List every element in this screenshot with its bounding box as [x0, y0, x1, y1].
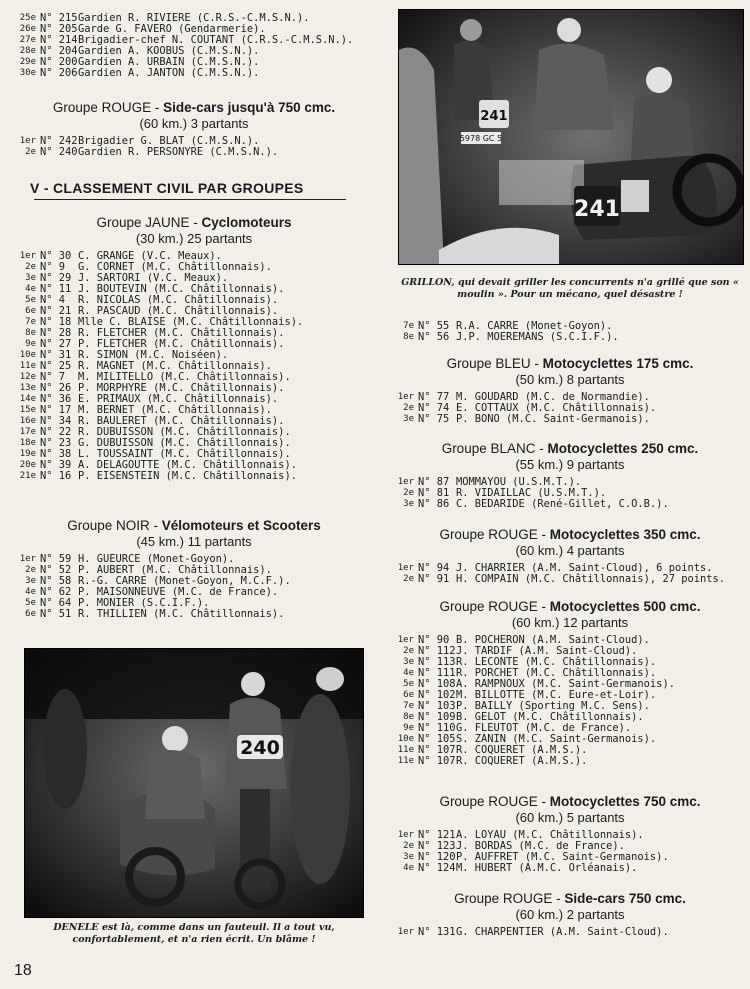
result-name: Gardien A. KOOBUS (C.M.S.N.).: [78, 45, 260, 57]
result-number: N° 215: [40, 12, 78, 24]
result-rank: 6e: [25, 306, 36, 316]
result-rank: 3e: [25, 273, 36, 283]
result-rank: 20e: [19, 460, 36, 470]
result-number: N° 206: [40, 67, 78, 79]
photo-caption: DENELE est là, comme dans un fauteuil. Il a tout vu, confortablement, et n'a rien écrit. Un blâme !: [53, 922, 335, 945]
result-number: N° 102: [418, 689, 456, 701]
result-number: N° 18: [40, 316, 72, 328]
result-name: G. DUBUISSON (M.C. Châtillonnais).: [78, 437, 291, 449]
result-row: [18, 68, 370, 79]
plate-number-side: 241: [574, 197, 620, 222]
result-number: N° 17: [40, 404, 72, 416]
result-name: J. CHARRIER (A.M. Saint-Cloud), 6 points.: [456, 562, 713, 574]
result-name: G. FLEUTOT (M.C. de France).: [456, 722, 632, 734]
result-name: J. BORDAS (M.C. de France).: [456, 840, 625, 852]
result-name: R. FLETCHER (M.C. Châtillonnais).: [78, 327, 285, 339]
result-rank: 1er: [397, 392, 414, 402]
result-rank: 21e: [19, 471, 36, 481]
result-name: R. PORCHET (M.C. Châtillonnais).: [456, 667, 657, 679]
result-name: P. EISENSTEIN (M.C. Châtillonnais).: [78, 470, 297, 482]
result-rank: 6e: [25, 609, 36, 619]
result-rank: 1er: [397, 635, 414, 645]
result-name: E. COTTAUX (M.C. Châtillonnais).: [456, 402, 657, 414]
result-number: N° 30: [40, 250, 72, 262]
result-number: N° 11: [40, 283, 72, 295]
result-rank: 7e: [403, 701, 414, 711]
result-row: [18, 147, 370, 158]
result-rank: 27e: [19, 35, 36, 45]
photo-sidecar-240-image: [25, 649, 363, 917]
result-name: R. SIMON (M.C. Noiséen).: [78, 349, 229, 361]
result-number: N° 87: [418, 476, 450, 488]
group-title: Groupe ROUGE - Motocyclettes 500 cmc.: [439, 599, 701, 614]
result-name: M. BILLOTTE (M.C. Eure-et-Loir).: [456, 689, 657, 701]
group-title: Groupe NOIR - Vélomoteurs et Scooters: [67, 518, 321, 533]
results-list-police-cont: [18, 13, 370, 79]
result-name: R. BAULERET (M.C. Châtillonnais).: [78, 415, 285, 427]
result-name: B. POCHERON (A.M. Saint-Cloud).: [456, 634, 650, 646]
result-number: N° 64: [40, 597, 72, 609]
group-title: Groupe ROUGE - Side-cars 750 cmc.: [454, 891, 686, 906]
results-list: [396, 392, 744, 425]
group-subtitle: (60 km.) 2 partants: [515, 907, 625, 922]
result-rank: 1er: [397, 927, 414, 937]
result-name: MOMMAYOU (U.S.M.T.).: [456, 476, 582, 488]
result-row: [396, 756, 744, 767]
result-rank: 2e: [403, 574, 414, 584]
result-rank: 16e: [19, 416, 36, 426]
group-subtitle: (60 km.) 4 partants: [515, 543, 625, 558]
result-rank: 1er: [397, 830, 414, 840]
result-rank: 2e: [25, 565, 36, 575]
result-number: N° 200: [40, 56, 78, 68]
result-number: N° 110: [418, 722, 456, 734]
result-number: N° 25: [40, 360, 72, 372]
result-name: P. AUFFRET (M.C. Saint-Germanois).: [456, 851, 669, 863]
results-list: [396, 563, 744, 585]
result-number: N° 38: [40, 448, 72, 460]
group-subtitle: (55 km.) 9 partants: [515, 457, 625, 472]
group-title: Groupe BLEU - Motocyclettes 175 cmc.: [446, 356, 694, 371]
result-number: N° 51: [40, 608, 72, 620]
result-rank: 25e: [19, 13, 36, 23]
result-name: M. BERNET (M.C. Châtillonnais).: [78, 404, 272, 416]
result-name: Gardien A. JANTON (C.M.S.N.).: [78, 67, 260, 79]
result-rank: 11e: [397, 745, 414, 755]
group-rouge-500: [396, 599, 744, 767]
result-rank: 13e: [19, 383, 36, 393]
results-list: [396, 927, 744, 938]
result-name: R. COQUERET (A.M.S.).: [456, 755, 588, 767]
result-number: N° 121: [418, 829, 456, 841]
result-row: [396, 863, 744, 874]
result-number: N° 9: [40, 261, 66, 273]
group-rouge-sidecars-police: [18, 100, 370, 158]
result-name: L. TOUSSAINT (M.C. Châtillonnais).: [78, 448, 291, 460]
plate-number-rear: 241: [480, 109, 508, 124]
group-rouge-750: [396, 794, 744, 874]
result-number: N° 131: [418, 926, 456, 938]
group-rouge-sidecars: [396, 891, 744, 938]
result-row: [396, 414, 744, 425]
result-rank: 3e: [403, 657, 414, 667]
registration-plate: 5978 GC 5: [459, 134, 503, 143]
result-rank: 4e: [403, 668, 414, 678]
result-number: N° 34: [40, 415, 72, 427]
result-name: C. BEDARIDE (René-Gillet, C.O.B.).: [456, 498, 669, 510]
group-subtitle: (50 km.) 8 partants: [515, 372, 625, 387]
result-name: J. SARTORI (V.C. Meaux).: [78, 272, 229, 284]
result-name: H. GUEURCE (Monet-Goyon).: [78, 553, 235, 565]
result-name: P. MONIER (S.C.I.F.).: [78, 597, 210, 609]
photo-sidecar-240: [24, 648, 364, 918]
result-number: N° 62: [40, 586, 72, 598]
result-number: N° 28: [40, 327, 72, 339]
result-row: [396, 332, 744, 343]
result-rank: 8e: [25, 328, 36, 338]
result-number: N° 27: [40, 338, 72, 350]
result-name: J. TARDIF (A.M. Saint-Cloud).: [456, 645, 638, 657]
result-rank: 1er: [397, 563, 414, 573]
result-number: N° 81: [418, 487, 450, 499]
result-number: N° 7: [40, 371, 66, 383]
result-number: N° 52: [40, 564, 72, 576]
result-name: Brigadier-chef N. COUTANT (C.R.S.-C.M.S.N.).: [78, 34, 354, 46]
result-rank: 2e: [403, 841, 414, 851]
result-name: A. DELAGOUTTE (M.C. Châtillonnais).: [78, 459, 297, 471]
result-number: N° 124: [418, 862, 456, 874]
result-number: N° 29: [40, 272, 72, 284]
result-name: A. LOYAU (M.C. Châtillonnais).: [456, 829, 644, 841]
result-row: [18, 609, 370, 620]
result-rank: 14e: [19, 394, 36, 404]
group-subtitle: (60 km.) 12 partants: [511, 615, 629, 630]
result-name: R. MAGNET (M.C. Châtillonnais).: [78, 360, 272, 372]
result-name: P. MORPHYRE (M.C. Châtillonnais).: [78, 382, 285, 394]
results-list-noir-cont: [396, 321, 744, 343]
result-rank: 8e: [403, 712, 414, 722]
result-name: P. BONO (M.C. Saint-Germanois).: [456, 413, 650, 425]
plate-number: 240: [240, 737, 280, 759]
result-number: N° 31: [40, 349, 72, 361]
result-number: N° 86: [418, 498, 450, 510]
result-name: M. HUBERT (A.M.C. Orléanais).: [456, 862, 638, 874]
result-name: R.A. CARRE (Monet-Goyon).: [456, 320, 613, 332]
group-title: Groupe ROUGE - Motocyclettes 350 cmc.: [439, 527, 701, 542]
result-row: [396, 927, 744, 938]
result-number: N° 94: [418, 562, 450, 574]
section-rule: [34, 199, 346, 200]
result-rank: 1er: [19, 554, 36, 564]
group-rouge-350: [396, 527, 744, 585]
result-rank: 9e: [25, 339, 36, 349]
result-rank: 7e: [25, 317, 36, 327]
result-number: N° 111: [418, 667, 456, 679]
result-name: Gardien R. RIVIERE (C.R.S.-C.M.S.N.).: [78, 12, 310, 24]
result-name: R. THILLIEN (M.C. Châtillonnais).: [78, 608, 285, 620]
result-number: N° 112: [418, 645, 456, 657]
result-number: N° 74: [418, 402, 450, 414]
result-rank: 3e: [403, 499, 414, 509]
result-rank: 15e: [19, 405, 36, 415]
result-name: H. COMPAIN (M.C. Châtillonnais), 27 points.: [456, 573, 725, 585]
result-number: N° 36: [40, 393, 72, 405]
result-rank: 4e: [25, 284, 36, 294]
result-name: R. PASCAUD (M.C. Châtillonnais).: [78, 305, 279, 317]
result-rank: 2e: [25, 262, 36, 272]
result-number: N° 75: [418, 413, 450, 425]
result-number: N° 204: [40, 45, 78, 57]
result-number: N° 23: [40, 437, 72, 449]
result-rank: 1er: [19, 251, 36, 261]
result-rank: 10e: [19, 350, 36, 360]
result-rank: 1er: [397, 477, 414, 487]
result-name: R. DUBUISSON (M.C. Châtillonnais).: [78, 426, 291, 438]
result-name: S. ZANIN (M.C. Saint-Germanois).: [456, 733, 657, 745]
result-number: N° 58: [40, 575, 72, 587]
result-rank: 5e: [403, 679, 414, 689]
result-number: N° 4: [40, 294, 66, 306]
result-name: E. PRIMAUX (M.C. Châtillonnais).: [78, 393, 279, 405]
result-rank: 29e: [19, 57, 36, 67]
results-list: [396, 477, 744, 510]
result-rank: 2e: [403, 646, 414, 656]
result-rank: 2e: [403, 403, 414, 413]
result-name: C. GRANGE (V.C. Meaux).: [78, 250, 222, 262]
result-number: N° 242: [40, 135, 78, 147]
group-blanc: [396, 441, 744, 510]
result-name: R. COQUERET (A.M.S.).: [456, 744, 588, 756]
result-name: J. BOUTEVIN (M.C. Châtillonnais).: [78, 283, 285, 295]
result-rank: 10e: [397, 734, 414, 744]
group-noir: [18, 518, 370, 620]
group-title: Groupe JAUNE - Cyclomoteurs: [96, 215, 292, 230]
group-subtitle: (45 km.) 11 partants: [136, 534, 252, 549]
group-subtitle: (60 km.) 3 partants: [139, 116, 249, 131]
result-name: Mlle C. BLAISE (M.C. Châtillonnais).: [78, 316, 304, 328]
result-name: P. BAILLY (Sporting M.C. Sens).: [456, 700, 650, 712]
result-name: P. MAISONNEUVE (M.C. de France).: [78, 586, 279, 598]
result-number: N° 56: [418, 331, 450, 343]
result-number: N° 107: [418, 744, 456, 756]
result-rank: 3e: [403, 852, 414, 862]
result-name: M. GOUDARD (M.C. de Normandie).: [456, 391, 650, 403]
result-number: N° 21: [40, 305, 72, 317]
result-number: N° 91: [418, 573, 450, 585]
result-rank: 12e: [19, 372, 36, 382]
result-rank: 5e: [25, 295, 36, 305]
group-title: Groupe BLANC - Motocyclettes 250 cmc.: [441, 441, 699, 456]
results-list: [396, 830, 744, 874]
photo-sidecar-241: [398, 9, 744, 265]
result-name: P. AUBERT (M.C. Châtillonnais).: [78, 564, 272, 576]
result-number: N° 240: [40, 146, 78, 158]
result-row: [396, 574, 744, 585]
group-subtitle: (60 km.) 5 partants: [515, 810, 625, 825]
result-number: N° 107: [418, 755, 456, 767]
result-number: N° 205: [40, 23, 78, 35]
result-name: R.-G. CARRE (Monet-Goyon, M.C.F.).: [78, 575, 291, 587]
result-rank: 19e: [19, 449, 36, 459]
result-rank: 5e: [25, 598, 36, 608]
result-rank: 17e: [19, 427, 36, 437]
photo-sidecar-241-image: [399, 10, 743, 264]
result-number: N° 59: [40, 553, 72, 565]
result-name: Brigadier G. BLAT (C.M.S.N.).: [78, 135, 260, 147]
result-rank: 2e: [403, 488, 414, 498]
result-name: Gardien R. PERSONYRE (C.M.S.N.).: [78, 146, 279, 158]
result-rank: 4e: [403, 863, 414, 873]
result-rank: 11e: [19, 361, 36, 371]
result-rank: 11e: [397, 756, 414, 766]
result-name: P. FLETCHER (M.C. Châtillonnais).: [78, 338, 285, 350]
result-number: N° 26: [40, 382, 72, 394]
result-number: N° 123: [418, 840, 456, 852]
result-number: N° 109: [418, 711, 456, 723]
results-list: [396, 635, 744, 767]
result-row: [396, 499, 744, 510]
result-name: A. RAMPNOUX (M.C. Saint-Germanois).: [456, 678, 675, 690]
result-rank: 4e: [25, 587, 36, 597]
result-name: R. VIDAILLAC (U.S.M.T.).: [456, 487, 607, 499]
result-number: N° 16: [40, 470, 72, 482]
result-number: N° 214: [40, 34, 78, 46]
result-name: Garde G. FAVERO (Gendarmerie).: [78, 23, 266, 35]
result-number: N° 55: [418, 320, 450, 332]
result-name: Gardien A. URBAIN (C.M.S.N.).: [78, 56, 260, 68]
result-name: B. GELOT (M.C. Châtillonnais).: [456, 711, 644, 723]
result-number: N° 105: [418, 733, 456, 745]
result-name: G. CHARPENTIER (A.M. Saint-Cloud).: [456, 926, 669, 938]
result-rank: 18e: [19, 438, 36, 448]
result-name: G. CORNET (M.C. Châtillonnais).: [78, 261, 272, 273]
result-number: N° 120: [418, 851, 456, 863]
group-title: Groupe ROUGE - Motocyclettes 750 cmc.: [439, 794, 701, 809]
result-rank: 3e: [403, 414, 414, 424]
result-number: N° 108: [418, 678, 456, 690]
result-number: N° 90: [418, 634, 450, 646]
results-list: [18, 251, 370, 482]
group-jaune: [18, 215, 370, 482]
result-number: N° 77: [418, 391, 450, 403]
result-number: N° 22: [40, 426, 72, 438]
results-list: [18, 136, 370, 158]
result-number: N° 103: [418, 700, 456, 712]
result-row: [18, 471, 370, 482]
group-title: Groupe ROUGE - Side-cars jusqu'à 750 cmc.: [52, 100, 336, 115]
result-rank: 2e: [25, 147, 36, 157]
group-bleu: [396, 356, 744, 425]
result-rank: 26e: [19, 24, 36, 34]
result-rank: 7e: [403, 321, 414, 331]
result-rank: 6e: [403, 690, 414, 700]
result-rank: 3e: [25, 576, 36, 586]
photo-caption: GRILLON, qui devait griller les concurrents n'a grillé que son « moulin ». Pour un mécano, quel désastre !: [401, 277, 739, 300]
result-rank: 1er: [19, 136, 36, 146]
group-subtitle: (30 km.) 25 partants: [135, 231, 253, 246]
result-name: R. NICOLAS (M.C. Châtillonnais).: [78, 294, 279, 306]
result-rank: 8e: [403, 332, 414, 342]
result-name: R. LECONTE (M.C. Châtillonnais).: [456, 656, 657, 668]
result-name: J.P. MOEREMANS (S.C.I.F.).: [456, 331, 619, 343]
section-heading: V - CLASSEMENT CIVIL PAR GROUPES: [30, 180, 304, 196]
result-number: N° 39: [40, 459, 72, 471]
result-number: N° 113: [418, 656, 456, 668]
result-rank: 9e: [403, 723, 414, 733]
results-list: [18, 554, 370, 620]
page-number: 18: [14, 962, 32, 979]
result-rank: 30e: [19, 68, 36, 78]
result-rank: 28e: [19, 46, 36, 56]
result-name: M. MILITELLO (M.C. Châtillonnais).: [78, 371, 291, 383]
